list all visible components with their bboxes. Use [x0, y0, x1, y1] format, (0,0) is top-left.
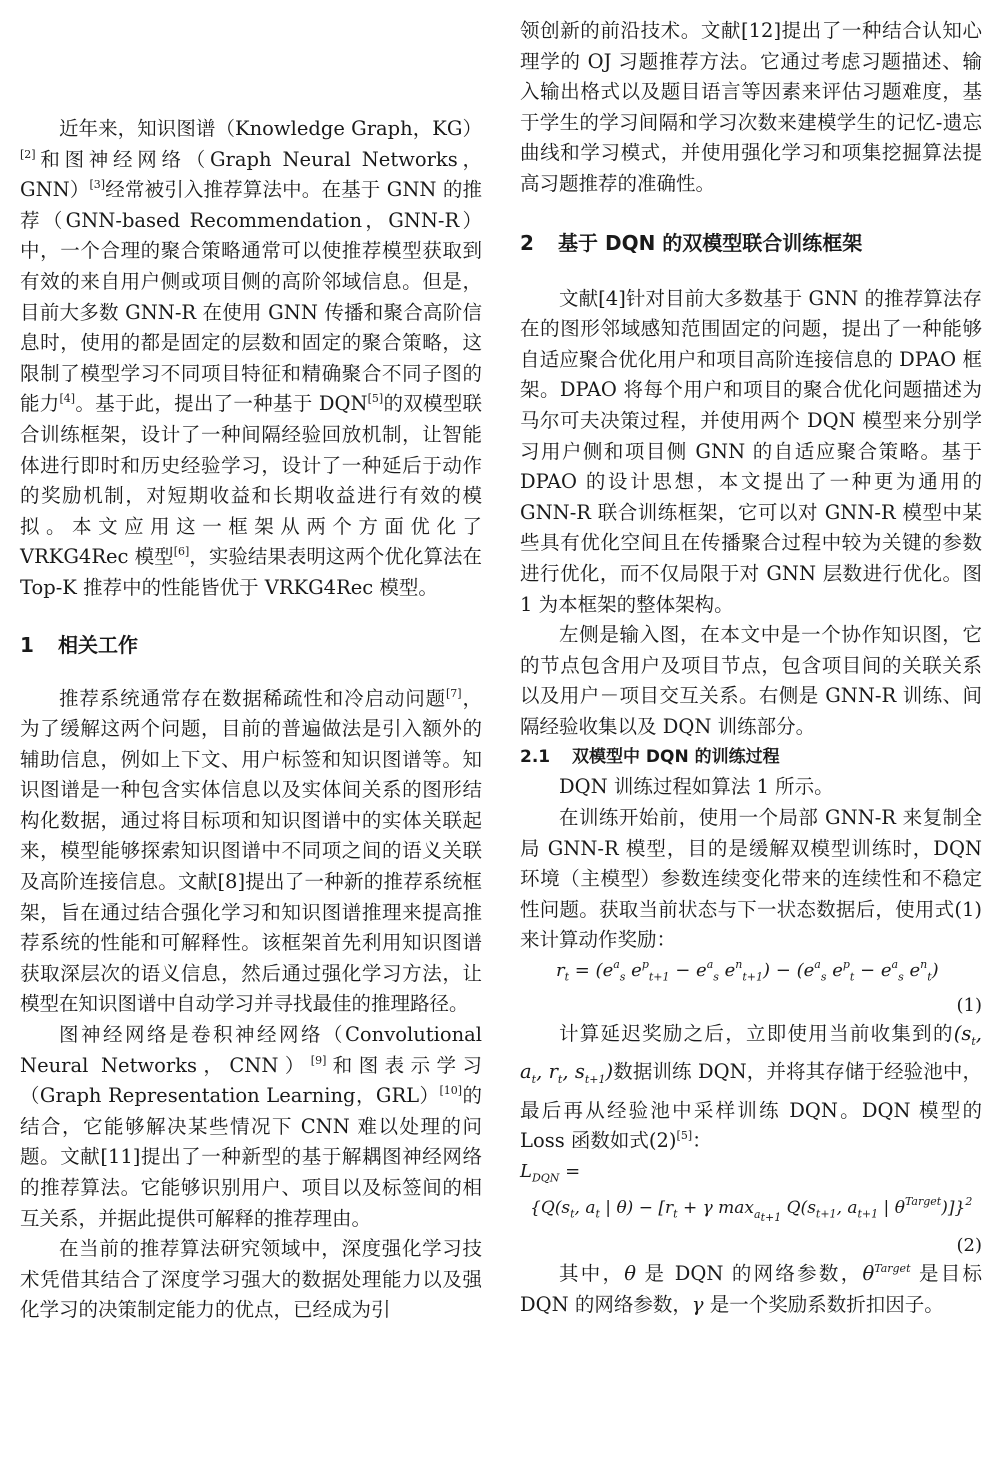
citation: [4] — [59, 392, 76, 406]
citation: [9] — [310, 1053, 327, 1067]
training-paragraph-1: DQN 训练过程如算法 1 所示。 — [559, 775, 834, 799]
equation-number-2: (2) — [956, 1234, 982, 1256]
right-column — [520, 0, 982, 1320]
equation-number-1: (1) — [956, 994, 982, 1016]
framework-paragraph-1: 文献[4]针对目前大多数基于 GNN 的推荐算法存在的图形邻域感知范围固定的问题，提出了一种能够自适应聚合优化用户和项目高阶连接信息的 DPAO 框架。DPAO 将每个用户和项目的聚合优化问题描述为马尔可夫决策过程，并使用两个 DQN 模型来分别学习用户侧和项目侧 GNN 的自适应聚合策略。基于 DPAO 的设计思想，本文提出了一种更为通用的 GNN-R 联合训练框架，它可以对 GNN-R 模型中某些具有优化空间且在传播聚合过程中较为关键的参数进行优化，而不仅局限于对 GNN 层数进行优化。图 1 为本框架的整体架构。 — [520, 286, 982, 616]
continued-paragraph: 领创新的前沿技术。文献[12]提出了一种结合认知心理学的 OJ 习题推荐方法。它通过考虑习题描述、输入输出格式以及题目语言等因素来评估习题难度，基于学生的学习间隔和学习次数来建模学生的记忆-遗忘曲线和学习模式，并使用强化学习和项集挖掘算法提高习题推荐的准确性。 — [520, 19, 982, 195]
citation: [2] — [20, 147, 36, 161]
equation-1: $r_t = (e^a_s$ $e^p_{t+1} - e^a_s$ $e^n_{t+1}) - (e^a_s$ $e^p_t - e^a_s$ $e^n_t$) — [556, 958, 939, 984]
section-heading-2: 2 基于 DQN 的双模型联合训练框架 — [520, 230, 863, 255]
subsection-heading-2-1: 2.1 双模型中 DQN 的训练过程 — [520, 747, 780, 768]
equation-2-rhs: {$Q(s_t$, $a_t$ | $\theta) - [r_t + \gamma$ $\max_{a_{t+1}} Q(s_{t+1}$, $a_{t+1}$ | $\theta^{Target})]\}^2$ — [530, 1195, 973, 1224]
related-work-paragraph-2: 图神经网络是卷积神经网络（Convolutional Neural Networks，CNN）[9]和图表示学习（Graph Representation Learning，GRL）[10]的结合，它能够解决某些情况下 CNN 难以处理的问题。文献[11]提出了一种新型的基于解耦图神经网络的推荐算法。它能够识别用户、项目以及标签间的相互关系，并据此提供可解释的推荐理由。 — [20, 1023, 482, 1230]
citation: [3] — [89, 178, 106, 192]
training-paragraph-3: 计算延迟奖励之后，立即使用当前收集到的($s_t$, $a_t$, $r_t$, $s_{t+1}$)数据训练 DQN，并将其存储于经验池中，最后再从经验池中采样训练 DQN。DQN 模型的 Loss 函数如式(2)[5]： — [520, 1021, 983, 1153]
citation: [5] — [367, 392, 384, 406]
citation: [6] — [173, 545, 190, 559]
intro-paragraph: 近年来，知识图谱（Knowledge Graph，KG）[2]和图神经网络（Graph Neural Networks，GNN）[3]经常被引入推荐算法中。在基于 GNN 的推荐（GNN-based Recommendation，GNN-R）中，一个合理的聚合策略通常可以使推荐模型获取到有效的来自用户侧或项目侧的高阶邻域信息。但是，目前大多数 GNN-R 在使用 GNN 传播和聚合高阶信息时，使用的都是固定的层数和固定的聚合策略，这限制了模型学习不同项目特征和精确聚合不同子图的能力[4]。基于此，提出了一种基于 DQN[5]的双模型联合训练框架，设计了一种间隔经验回放机制，让智能体进行即时和历史经验学习，设计了一种延后于动作的奖励机制，对短期收益和长期收益进行有效的模拟。本文应用这一框架从两个方面优化了 VRKG4Rec 模型[6]，实验结果表明这两个优化算法在 Top-K 推荐中的性能皆优于 VRKG4Rec 模型。 — [20, 117, 482, 599]
equation-2-lhs: $L_{DQN}$ = — [520, 1160, 581, 1185]
citation: [5] — [676, 1129, 693, 1143]
citation: [10] — [439, 1084, 463, 1098]
section-heading-1: 1 相关工作 — [20, 632, 138, 657]
framework-paragraph-2: 左侧是输入图，在本文中是一个协作知识图，它的节点包含用户及项目节点，包含项目间的关联关系以及用户－项目交互关系。右侧是 GNN-R 训练、间隔经验收集以及 DQN 训练部分。 — [520, 623, 982, 738]
training-paragraph-2: 在训练开始前，使用一个局部 GNN-R 来复制全局 GNN-R 模型，目的是缓解双模型训练时，DQN 环境（主模型）参数连续变化带来的连续性和不稳定性问题。获取当前状态与下一状态数据后，使用式(1)来计算动作奖励： — [520, 806, 982, 952]
left-column — [20, 0, 482, 1326]
training-paragraph-4: 其中，θ 是 DQN 的网络参数，$\theta^{Target}$ 是目标 DQN 的网络参数，γ 是一个奖励系数折扣因子。 — [520, 1261, 982, 1316]
transition-tuple: ($s_t$, $a_t$, $r_t$, $s_{t+1}$) — [520, 1021, 982, 1086]
related-work-paragraph-3: 在当前的推荐算法研究领域中，深度强化学习技术凭借其结合了深度学习强大的数据处理能力以及强化学习的决策制定能力的优点，已经成为引 — [20, 1237, 482, 1322]
citation: [7] — [446, 686, 462, 700]
related-work-paragraph-1: 推荐系统通常存在数据稀疏性和冷启动问题[7]，为了缓解这两个问题，目前的普遍做法是引入额外的辅助信息，例如上下文、用户标签和知识图谱等。知识图谱是一种包含实体信息以及实体间关系的图形结构化数据，通过将目标项和知识图谱中的实体关联起来，模型能够探索知识图谱中不同项之间的语义关联及高阶连接信息。文献[8]提出了一种新的推荐系统框架，旨在通过结合强化学习和知识图谱推理来提高推荐系统的性能和可解释性。该框架首先利用知识图谱获取深层次的语义信息，然后通过强化学习方法，让模型在知识图谱中自动学习并寻找最佳的推理路径。 — [20, 686, 482, 1016]
